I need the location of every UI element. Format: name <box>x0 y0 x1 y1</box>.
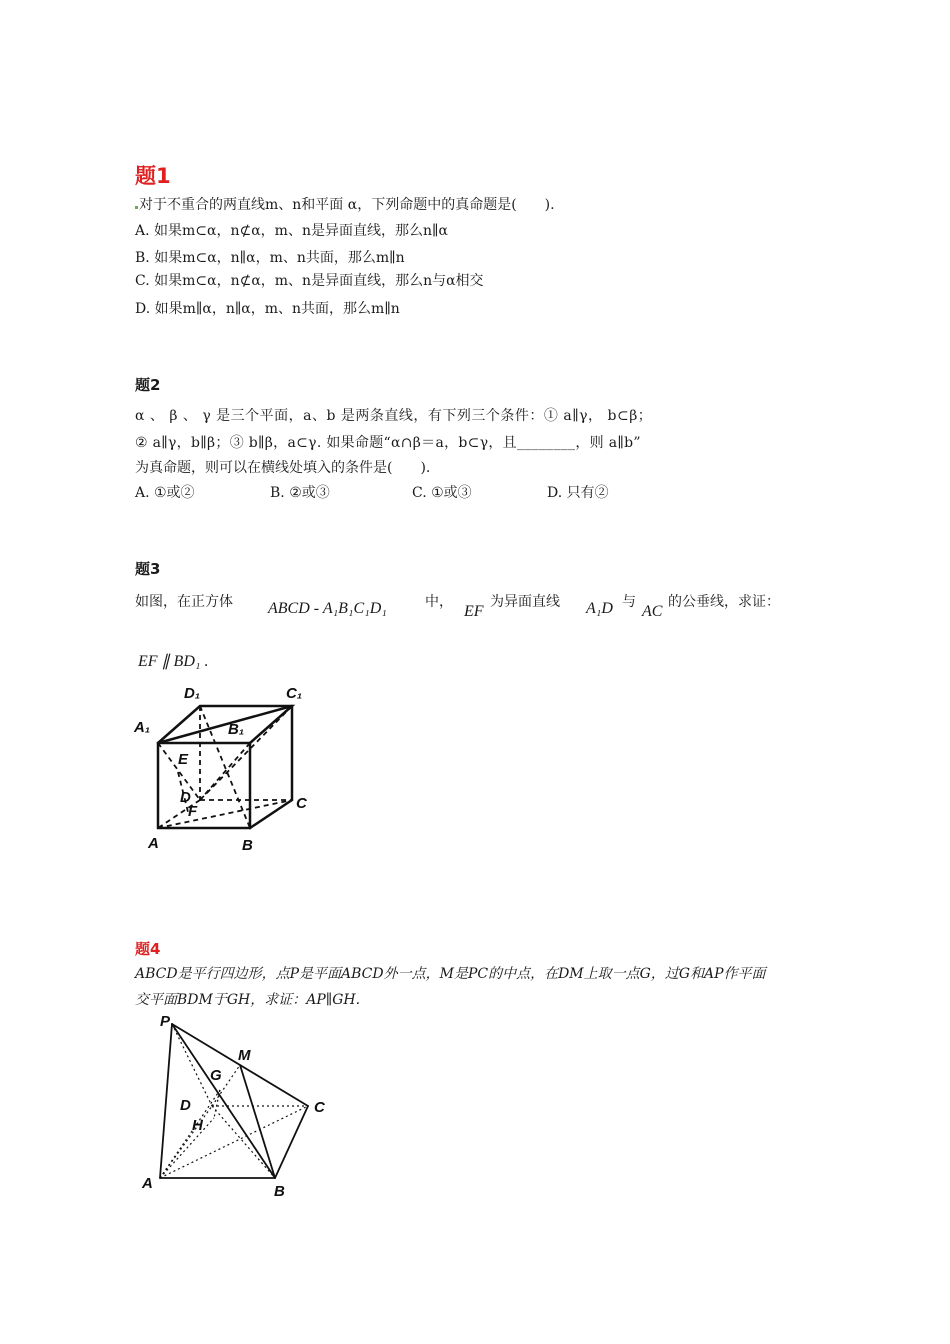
label-b: B <box>274 1183 285 1200</box>
label-c: C <box>296 795 307 812</box>
q2-line-2: ② a∥γ，b∥β；③ b∥β，a⊂γ. 如果命题“α∩β＝a，b⊂γ，且________，则 a∥b” <box>135 435 641 451</box>
label-d: D <box>180 789 191 806</box>
label-a: A <box>148 835 159 852</box>
q1-stem <box>135 196 555 214</box>
label-c1: C₁ <box>286 685 303 702</box>
q1-option-d: D. 如果m∥α，n∥α，m、n共面，那么m∥n <box>135 301 400 317</box>
q3-text-b: 中， <box>425 594 453 610</box>
bullet-dot <box>135 206 138 209</box>
q2-option-b: B. ②或③ <box>270 485 330 501</box>
cube-figure <box>130 680 330 860</box>
q3-ef: EF <box>464 603 484 620</box>
edge-bc <box>275 1106 308 1178</box>
q1-stem-text: 对于不重合的两直线m、n和平面 α，下列命题中的真命题是( ). <box>139 197 555 213</box>
label-h: H <box>192 1117 203 1134</box>
q1-option-b: B. 如果m⊂α，n∥α，m、n共面，那么m∥n <box>135 250 405 266</box>
label-b1: B₁ <box>228 721 245 738</box>
cube-front-face <box>158 743 250 828</box>
label-f: F <box>188 803 198 820</box>
q2-option-c: C. ①或③ <box>412 485 472 501</box>
q4-line-2: 交平面BDM于GH，求证：AP∥GH. <box>135 992 361 1008</box>
q2-line-3: 为真命题，则可以在横线处填入的条件是( ). <box>135 460 431 476</box>
q1-option-c: C. 如果m⊂α，n⊄α，m、n是异面直线，那么n与α相交 <box>135 273 484 289</box>
line-c1d <box>200 706 292 800</box>
q4-line-1: ABCD是平行四边形，点P是平面ABCD外一点，M是PC的中点，在DM上取一点G，过G和AP作平面 <box>135 966 766 982</box>
label-e: E <box>178 751 189 768</box>
q2-option-d: D. 只有② <box>547 485 609 501</box>
label-a1: A₁ <box>134 719 151 736</box>
label-c: C <box>314 1099 325 1116</box>
q1-title: 题1 <box>135 164 171 188</box>
q3-text-a: 如图，在正方体 <box>135 594 233 610</box>
hidden-db <box>212 1106 275 1178</box>
q3-ac: AC <box>642 603 663 620</box>
q3-a1d: A₁D <box>586 600 613 617</box>
q2-line-1: α 、 β 、 γ 是三个平面，a、b 是两条直线，有下列三个条件：① a∥γ， b⊂β； <box>135 408 653 424</box>
label-p: P <box>160 1013 171 1030</box>
label-g: G <box>210 1067 222 1084</box>
label-d1: D₁ <box>184 685 201 702</box>
label-b: B <box>242 837 253 854</box>
label-a: A <box>142 1175 153 1192</box>
q4-title: 题4 <box>135 940 161 958</box>
q3-claim: EF ∥ BD₁ . <box>138 653 209 670</box>
q3-text-c: 为异面直线 <box>490 594 560 610</box>
q3-title: 题3 <box>135 560 161 578</box>
label-d: D <box>180 1097 191 1114</box>
q3-cube-name: ABCD - A₁B₁C₁D₁ <box>268 600 387 617</box>
q2-title: 题2 <box>135 376 161 394</box>
edge-pa <box>160 1024 172 1178</box>
hidden-ah <box>160 1118 214 1178</box>
q2-option-a: A. ①或② <box>135 485 195 501</box>
q3-text-d: 与 <box>622 594 636 610</box>
q1-option-a: A. 如果m⊂α，n⊄α，m、n是异面直线，那么n∥α <box>135 223 448 239</box>
pyramid-figure <box>130 1010 350 1200</box>
label-m: M <box>238 1047 251 1064</box>
hidden-ad <box>160 1106 212 1178</box>
q3-text-e: 的公垂线，求证： <box>668 594 780 610</box>
